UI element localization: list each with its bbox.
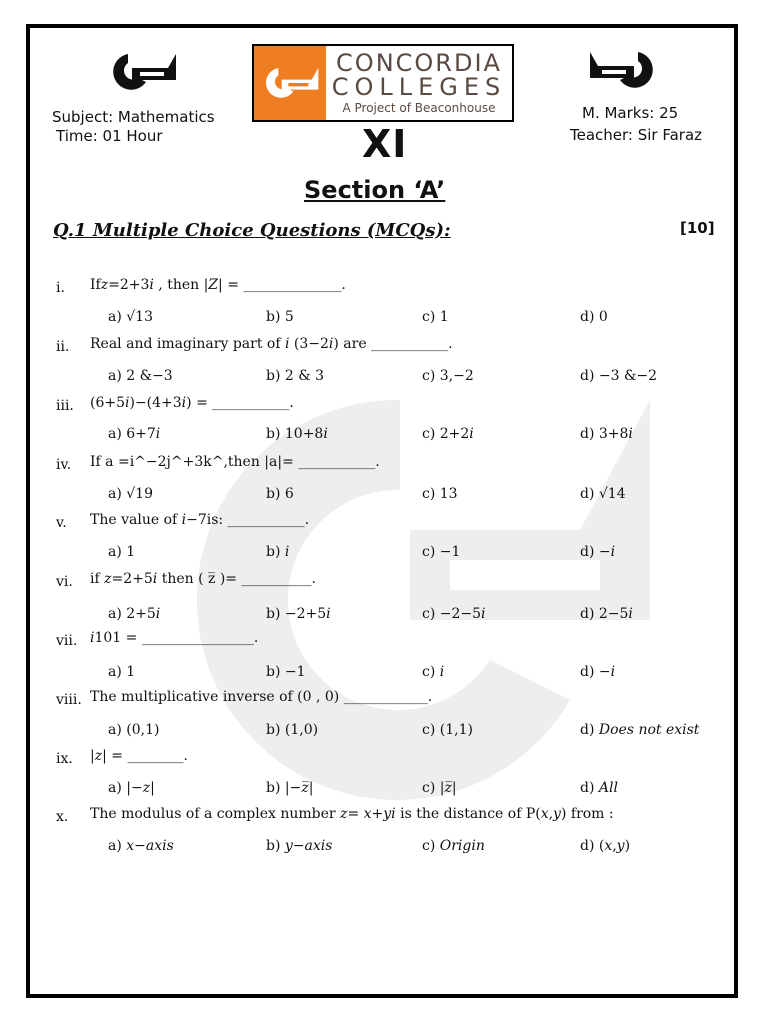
option-a: a) 2+5𝑖 [108, 606, 161, 622]
brand-tagline: A Project of Beaconhouse [342, 101, 496, 115]
option-d: d) 𝐷𝑜𝑒𝑠 𝑛𝑜𝑡 𝑒𝑥𝑖𝑠𝑡 [580, 722, 700, 738]
option-c: c) 3,−2 [422, 368, 474, 384]
question-number: x. [56, 809, 69, 825]
option-a: a) √13 [108, 309, 153, 325]
question-stem: 𝑖101 = ________________. [90, 630, 259, 646]
option-c: c) 𝑖 [422, 664, 445, 680]
question-number: ii. [56, 339, 70, 355]
teacher-label: Teacher: Sir Faraz [570, 126, 703, 144]
college-logo-left [106, 50, 178, 94]
college-logo-right [588, 48, 660, 92]
option-c: c) (1,1) [422, 722, 473, 738]
section-title: Section ‘A’ [304, 176, 446, 204]
brand-line-1: CONCORDIA [336, 49, 502, 77]
question-stem: The modulus of a complex number 𝑧= 𝑥+𝑦𝑖 is the distance of P(𝑥,𝑦) from : [90, 806, 614, 822]
option-a: a) √19 [108, 486, 153, 502]
question-number: ix. [56, 751, 73, 767]
option-a: a) 1 [108, 544, 136, 560]
question-stem: If𝑧=2+3𝑖 , then |𝑍| = ______________. [90, 277, 346, 293]
option-d: d) √14 [580, 486, 626, 502]
option-b: b) 10+8𝑖 [266, 426, 328, 442]
max-marks-label: M. Marks: 25 [582, 104, 679, 122]
option-c: c) 𝑂𝑟𝑖𝑔𝑖𝑛 [422, 838, 485, 854]
option-b: b) |−𝑧̅| [266, 780, 314, 796]
question-number: iii. [56, 398, 74, 414]
option-c: c) 13 [422, 486, 458, 502]
option-a: a) (0,1) [108, 722, 160, 738]
option-d: d) 3+8𝑖 [580, 426, 633, 442]
option-b: b) 5 [266, 309, 294, 325]
question-number: i. [56, 280, 65, 296]
option-d: d) 𝐴𝑙𝑙 [580, 780, 618, 796]
time-label: Time: 01 Hour [56, 127, 163, 145]
option-d: d) −𝑖 [580, 544, 616, 560]
option-a: a) 6+7𝑖 [108, 426, 161, 442]
concordia-brand-logo [252, 44, 514, 122]
option-d: d) −3 &−2 [580, 368, 658, 384]
option-c: c) −1 [422, 544, 461, 560]
question-stem: The multiplicative inverse of (0 , 0) ____________. [90, 689, 433, 705]
option-c: c) −2−5𝑖 [422, 606, 486, 622]
option-a: a) 𝑥−𝑎𝑥𝑖𝑠 [108, 838, 174, 854]
option-b: b) −1 [266, 664, 306, 680]
question-stem: |𝑧| = ________. [90, 748, 188, 764]
option-b: b) 𝑦−𝑎𝑥𝑖𝑠 [266, 838, 333, 854]
option-d: d) 2−5𝑖 [580, 606, 633, 622]
option-d: d) 0 [580, 309, 608, 325]
option-a: a) 1 [108, 664, 136, 680]
brand-mark-icon [254, 46, 326, 120]
brand-line-2: COLLEGES [331, 73, 507, 101]
option-b: b) 2 & 3 [266, 368, 325, 384]
option-b: b) (1,0) [266, 722, 319, 738]
question-stem: if 𝑧=2+5𝑖 then ( z̅ )= __________. [90, 571, 316, 587]
option-c: c) 2+2𝑖 [422, 426, 474, 442]
subject-label: Subject: Mathematics [52, 108, 215, 126]
question-stem: If a =i^−2j^+3k^,then |a|= ___________. [90, 454, 380, 470]
option-c: c) 1 [422, 309, 449, 325]
option-b: b) −2+5𝑖 [266, 606, 331, 622]
grade-title: XI [362, 122, 408, 166]
question-stem: Real and imaginary part of 𝑖 (3−2𝑖) are ___________. [90, 336, 453, 352]
question-number: v. [56, 515, 67, 531]
question-heading: Q.1 Multiple Choice Questions (MCQs): [53, 220, 451, 241]
question-number: iv. [56, 457, 72, 473]
option-a: a) 2 &−3 [108, 368, 173, 384]
option-d: d) (𝑥,𝑦) [580, 838, 631, 854]
question-number: viii. [56, 692, 82, 708]
option-a: a) |−𝑧| [108, 780, 155, 796]
question-marks: [10] [680, 219, 715, 237]
question-stem: (6+5𝑖)−(4+3𝑖) = ___________. [90, 395, 294, 411]
option-c: c) |𝑧̅| [422, 780, 457, 796]
question-number: vii. [56, 633, 78, 649]
question-stem: The value of 𝑖−7is: ___________. [90, 512, 310, 528]
option-b: b) 𝑖 [266, 544, 290, 560]
option-b: b) 6 [266, 486, 294, 502]
question-number: vi. [56, 574, 73, 590]
option-d: d) −𝑖 [580, 664, 616, 680]
